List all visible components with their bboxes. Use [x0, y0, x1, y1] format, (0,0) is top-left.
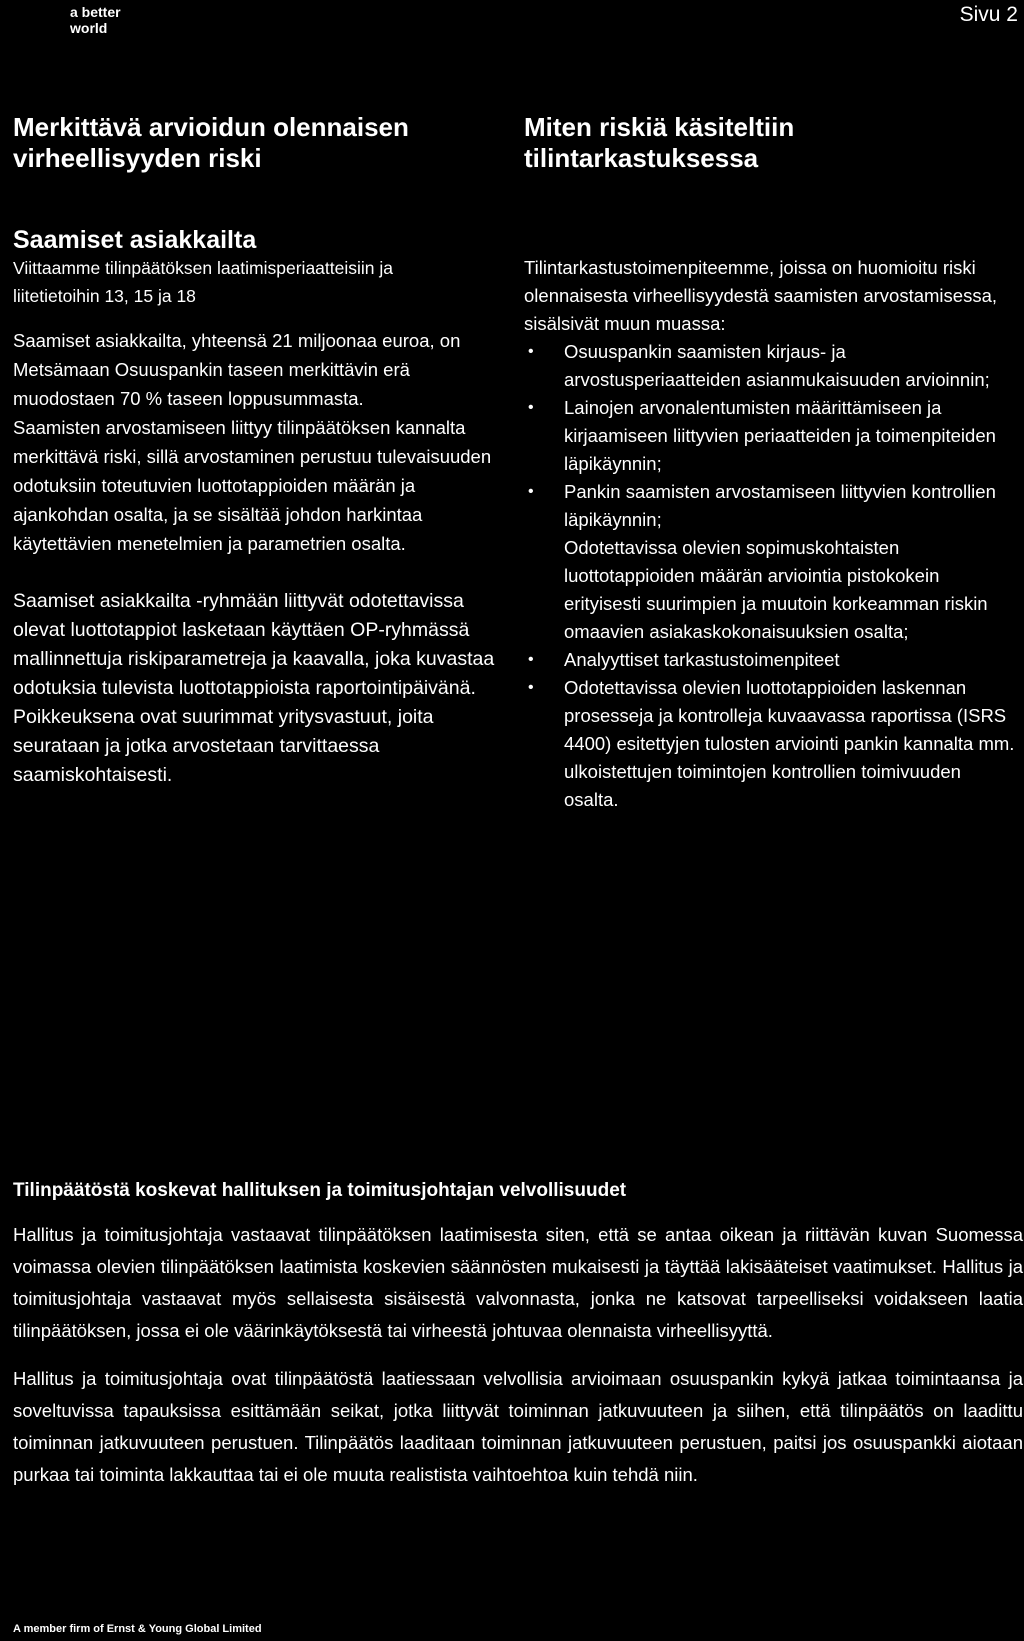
list-item: • Lainojen arvonalentumisten määrittämiseen ja kirjaamiseen liittyvien periaatteiden ja toimenpiteiden läpikäynnin;	[524, 394, 1016, 478]
responsibilities-paragraph-1: Hallitus ja toimitusjohtaja vastaavat tilinpäätöksen laatimisesta siten, että se antaa oikean ja riittävän kuvan Suomessa voimassa olevien tilinpäätöksen laatimista koskevien säännösten mukaisesti ja täyttää lakisääteiset vaatimukset. Hallitus ja toimitusjohtaja vastaavat myös sellaisesta sisäisestä valvonnasta, jonka ne katsovat tarpeelliseksi voidakseen laatia tilinpäätöksen, jossa ei ole väärinkäytöksestä tai virheestä johtuvaa olennaista virheellisyyttä.	[13, 1224, 1023, 1341]
left-column-heading	[13, 112, 508, 174]
right-intro: Tilintarkastustoimenpiteemme, joissa on huomioitu riski olennaisesta virheellisyydestä saamisten arvostamisessa, sisälsivät muun muassa:	[524, 257, 997, 334]
page-number: Sivu 2	[959, 3, 1018, 26]
left-paragraph-3: Saamiset asiakkailta -ryhmään liittyvät odotettavissa olevat luottotappiot lasketaan käyttäen OP-ryhmässä mallinnettuja riskiparametreja ja kaavalla, joka kuvastaa odotuksia tulevista luottotappioista raportointipäivänä. Poikkeuksena ovat suurimmat yritysvastuut, joita seurataan ja jotka arvostetaan tarvittaessa saamiskohtaisesti.	[13, 590, 495, 786]
right-column	[524, 112, 1016, 814]
logo-line-2: world	[70, 20, 108, 36]
list-item: • Analyyttiset tarkastustoimenpiteet	[524, 646, 1016, 674]
note-line-2: liitetietoihin 13, 15 ja 18	[13, 286, 196, 306]
right-heading-line-2: tilintarkastuksessa	[524, 143, 759, 173]
list-item: • Odotettavissa olevien luottotappioiden laskennan prosesseja ja kontrolleja kuvaavassa raportissa (ISRS 4400) esitettyjen tulosten arviointi pankin kannalta mm. ulkoistettujen toimintojen kontrollien toimivuuden osalta.	[524, 674, 1016, 814]
reference-note	[13, 254, 508, 310]
left-heading-line-2: virheellisyyden riski	[13, 143, 262, 173]
left-paragraph-1: Saamiset asiakkailta, yhteensä 21 miljoonaa euroa, on Metsämaan Osuuspankin taseen merkittävin erä muodostaen 70 % taseen loppusummasta.	[13, 330, 461, 409]
note-line-1: Viittaamme tilinpäätöksen laatimisperiaatteisiin ja	[13, 258, 394, 278]
logo-line-1: a better	[70, 4, 121, 20]
left-paragraph-2: Saamisten arvostamiseen liittyy tilinpäätöksen kannalta merkittävä riski, sillä arvostaminen perustuu tulevaisuuden odotuksiin toteutuvien luottotappioiden määrän ja ajankohdan osalta, ja se sisältää johdon harkintaa käytettävien menetelmien ja parametrien osalta.	[13, 417, 492, 554]
list-item: • Pankin saamisten arvostamiseen liittyvien kontrollien läpikäynnin;	[524, 478, 1016, 534]
footer-text: A member firm of Ernst & Young Global Limited	[13, 1623, 262, 1635]
right-column-heading	[524, 112, 1016, 174]
list-item: Odotettavissa olevien sopimuskohtaisten luottotappioiden määrän arviointia pistokokein erityisesti suurimpien ja muutoin korkeamman riskin omaavien asiakaskokonaisuuksien osalta;	[564, 537, 988, 642]
audit-procedures-list	[524, 338, 1016, 814]
left-heading-line-1: Merkittävä arvioidun olennaisen	[13, 112, 409, 142]
responsibilities-paragraph-2: Hallitus ja toimitusjohtaja ovat tilinpäätöstä laatiessaan velvollisia arvioimaan osuuspankin kykyä jatkaa toimintaansa ja soveltuvissa tapauksissa esittämään seikat, jotka liittyvät toiminnan jatkuvuuteen ja siihen, että tilinpäätös on laadittu toiminnan jatkuvuuteen perustuen. Tilinpäätös laaditaan toiminnan jatkuvuuteen perustuen, paitsi jos osuuspankki aiotaan purkaa tai toiminta lakkauttaa tai ei ole muuta realistista vaihtoehtoa kuin tehdä niin.	[13, 1368, 1023, 1485]
left-column	[13, 112, 508, 790]
company-logo	[70, 4, 121, 36]
list-item: • Osuuspankin saamisten kirjaus- ja arvostusperiaatteiden asianmukaisuuden arvioinnin;	[524, 338, 1016, 394]
responsibilities-section	[13, 1177, 1023, 1491]
responsibilities-heading: Tilinpäätöstä koskevat hallituksen ja toimitusjohtajan velvollisuudet	[13, 1180, 627, 1201]
sub-heading: Saamiset asiakkailta	[13, 226, 257, 254]
right-heading-line-1: Miten riskiä käsiteltiin	[524, 112, 795, 142]
